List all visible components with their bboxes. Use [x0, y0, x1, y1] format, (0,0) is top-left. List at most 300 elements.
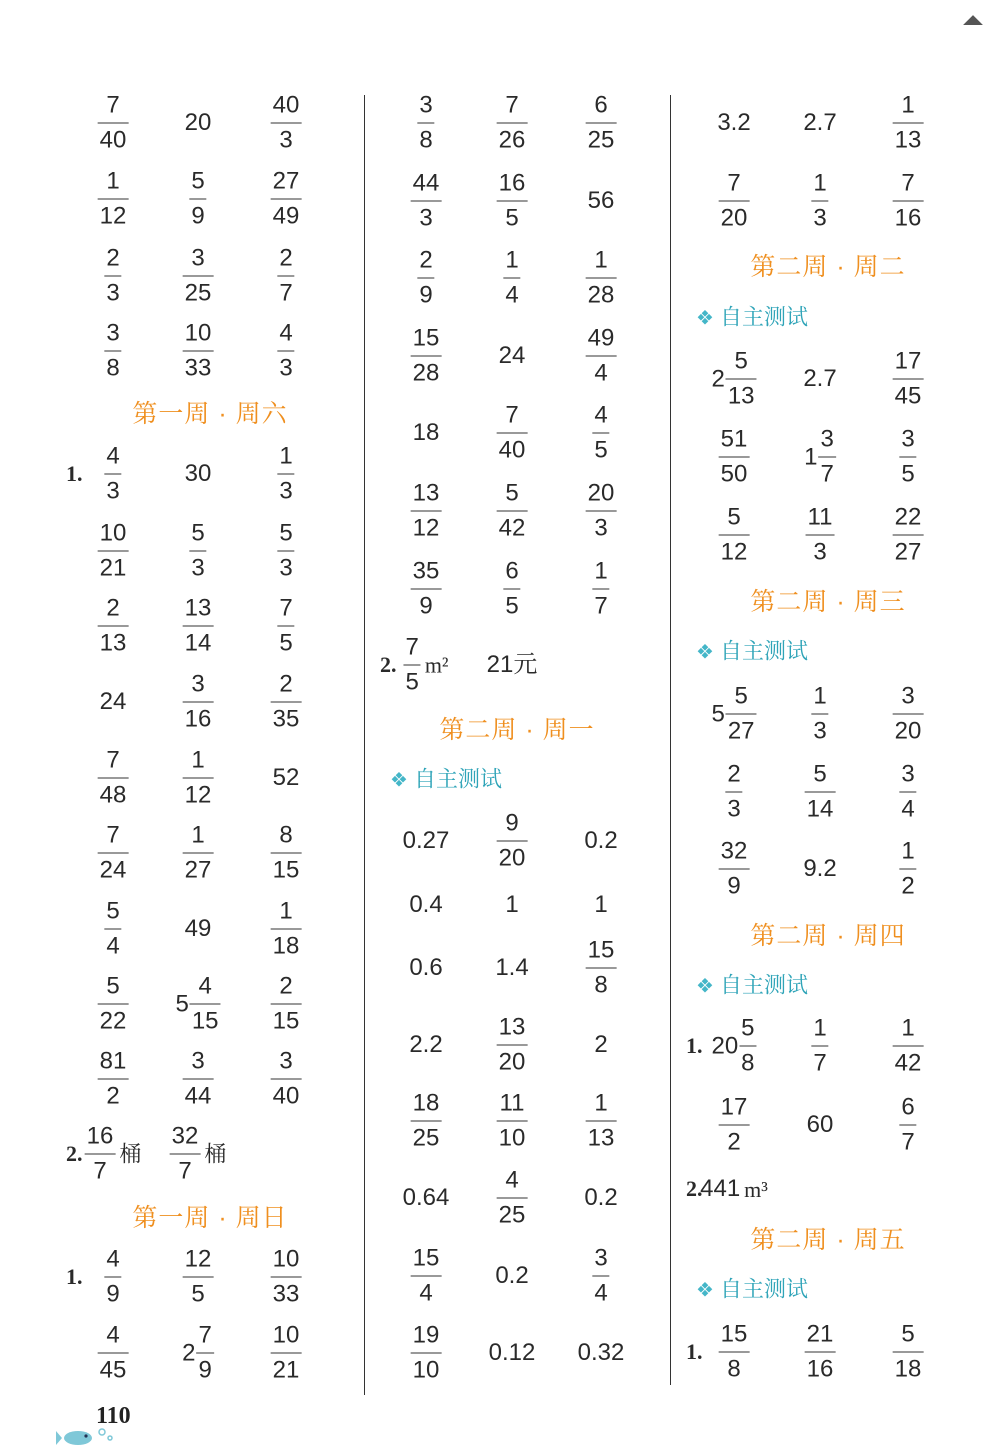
fraction-numerator: 7: [505, 401, 519, 429]
answer-item: [711, 1014, 756, 1079]
fraction-bar: [586, 968, 617, 969]
fraction: [592, 1244, 609, 1309]
answer-value: 1.4: [495, 954, 529, 981]
answer-item: [725, 760, 742, 825]
answer-item: [586, 936, 617, 1001]
fraction-numerator: 1: [901, 837, 915, 865]
fraction-numerator: 7: [106, 821, 120, 849]
fraction-numerator: 1: [813, 1014, 827, 1042]
fraction: [899, 837, 916, 902]
fraction: [403, 633, 420, 698]
fraction-numerator: 2: [279, 244, 293, 272]
fraction-denominator: 40: [272, 1082, 300, 1110]
fraction-bar: [726, 714, 757, 715]
fraction: [104, 1245, 121, 1310]
subheading-label: 自主测试: [719, 972, 808, 998]
fraction-numerator: 15: [412, 324, 440, 352]
fraction-bar: [592, 589, 609, 590]
fraction-denominator: 3: [106, 477, 120, 505]
fraction-bar: [417, 123, 434, 124]
answer-item: [417, 246, 434, 311]
fraction: [586, 936, 617, 1001]
fraction-numerator: 4: [106, 1245, 120, 1273]
fraction: [811, 1014, 828, 1079]
fraction-bar: [411, 1276, 442, 1277]
answer-item: [899, 425, 916, 490]
fraction-bar: [497, 123, 528, 124]
fraction-bar: [183, 276, 214, 277]
fraction-numerator: 5: [106, 897, 120, 925]
answer-item: [98, 1047, 129, 1112]
answer-item: [588, 189, 615, 213]
answer-value: 52: [272, 764, 300, 791]
fraction: [183, 594, 214, 659]
fraction-bar: [183, 702, 214, 703]
fraction: [497, 1089, 528, 1154]
fraction-denominator: 18: [894, 1355, 922, 1383]
fraction: [271, 1321, 302, 1386]
fraction-denominator: 18: [272, 932, 300, 960]
fraction-bar: [183, 1079, 214, 1080]
answer-item: [189, 167, 206, 232]
fraction-numerator: 5: [191, 167, 205, 195]
answer-item: [98, 519, 129, 584]
fraction: [411, 324, 442, 389]
fraction-numerator: 3: [191, 1047, 205, 1075]
answer-item: [495, 1264, 528, 1288]
answer-item: [586, 91, 617, 156]
section-heading: 第二周 · 周五: [750, 1226, 906, 1254]
answer-item: [578, 1341, 625, 1365]
fraction-bar: [806, 535, 835, 536]
fraction-denominator: 25: [587, 126, 615, 154]
answer-item: [271, 1245, 302, 1310]
fraction-bar: [183, 351, 214, 352]
fraction-numerator: 21: [806, 1320, 834, 1348]
fraction-denominator: 40: [498, 436, 526, 464]
fraction-bar: [497, 1121, 528, 1122]
fraction: [811, 682, 828, 747]
fraction-numerator: 13: [498, 1013, 526, 1041]
fraction-numerator: 6: [901, 1093, 915, 1121]
fraction-numerator: 13: [412, 479, 440, 507]
fraction-numerator: 3: [901, 760, 915, 788]
answer-item: [411, 1244, 442, 1309]
answer-item: [409, 956, 442, 980]
fraction-bar: [98, 853, 129, 854]
fraction-bar: [170, 1154, 201, 1155]
answer-item: [175, 972, 220, 1037]
fraction-denominator: 21: [99, 554, 127, 582]
fraction-numerator: 3: [419, 91, 433, 119]
fraction: [719, 503, 750, 568]
fraction: [726, 682, 757, 747]
answer-item: [185, 462, 212, 486]
fraction: [805, 1320, 836, 1385]
fraction-denominator: 25: [498, 1201, 526, 1229]
fraction-numerator: 5: [505, 479, 519, 507]
fraction-denominator: 42: [894, 1049, 922, 1077]
fraction-numerator: 2: [106, 244, 120, 272]
fraction-denominator: 48: [99, 781, 127, 809]
answer-value: 0.27: [402, 827, 450, 854]
fraction-bar: [98, 123, 129, 124]
answer-item: [807, 1113, 834, 1137]
fraction-bar: [811, 1046, 828, 1047]
fraction-bar: [899, 457, 916, 458]
fraction-denominator: 13: [894, 126, 922, 154]
fraction-numerator: 7: [106, 746, 120, 774]
answer-item: [182, 1321, 214, 1386]
fraction-numerator: 7: [901, 169, 915, 197]
section-heading: 第二周 · 周四: [750, 922, 906, 950]
fraction-numerator: 1: [191, 746, 205, 774]
answer-item: [183, 821, 214, 886]
fraction-numerator: 6: [505, 557, 519, 585]
fraction-denominator: 35: [272, 705, 300, 733]
fraction-bar: [719, 201, 750, 202]
answer-item: [893, 682, 924, 747]
fraction-numerator: 35: [412, 557, 440, 585]
fraction-denominator: 21: [272, 1356, 300, 1384]
fraction-denominator: 27: [894, 538, 922, 566]
fraction: [586, 324, 617, 389]
fraction-denominator: 5: [405, 668, 419, 696]
fraction-denominator: 45: [99, 1356, 127, 1384]
answer-item: [806, 503, 835, 568]
answer-value: 56: [587, 187, 615, 214]
fraction-bar: [497, 841, 528, 842]
fraction-denominator: 10: [412, 1356, 440, 1384]
answer-item: [271, 1047, 302, 1112]
fraction-bar: [586, 123, 617, 124]
answer-value: 0.2: [495, 1262, 529, 1289]
fraction-numerator: 2: [727, 760, 741, 788]
fraction-denominator: 3: [106, 279, 120, 307]
fraction-numerator: 1: [505, 246, 519, 274]
fraction-bar: [719, 869, 750, 870]
fraction: [104, 442, 121, 507]
fraction-denominator: 16: [806, 1355, 834, 1383]
fraction-numerator: 7: [106, 91, 120, 119]
fraction-bar: [893, 123, 924, 124]
fraction-denominator: 13: [587, 1124, 615, 1152]
answer-item: [277, 519, 294, 584]
fraction-denominator: 2: [727, 1128, 741, 1156]
diamond-bullet-icon: ❖: [696, 975, 714, 998]
fraction-denominator: 45: [894, 382, 922, 410]
fraction-numerator: 1: [191, 821, 205, 849]
fraction: [726, 347, 757, 412]
answer-value: 0.32: [577, 1339, 625, 1366]
fraction-denominator: 20: [720, 204, 748, 232]
fraction-bar: [805, 1352, 836, 1353]
fraction-bar: [497, 511, 528, 512]
fraction: [411, 479, 442, 544]
answer-item: [277, 244, 294, 309]
answer-item: [411, 557, 442, 622]
fraction-bar: [98, 778, 129, 779]
answer-item: [717, 111, 750, 135]
fraction-denominator: 4: [505, 281, 519, 309]
answer-item: [803, 857, 836, 881]
fraction-denominator: 27: [727, 717, 755, 745]
fraction: [719, 425, 750, 490]
fraction-numerator: 1: [594, 1089, 608, 1117]
self-test-subheading: [696, 969, 808, 1000]
fraction: [98, 91, 129, 156]
fraction: [811, 169, 828, 234]
answer-item: [98, 746, 129, 811]
diamond-bullet-icon: ❖: [390, 769, 408, 792]
fraction-numerator: 15: [587, 936, 615, 964]
fraction: [719, 1320, 750, 1385]
fraction-numerator: 12: [184, 1245, 212, 1273]
fraction-bar: [411, 511, 442, 512]
fraction-numerator: 1: [594, 246, 608, 274]
fraction: [497, 1013, 528, 1078]
fraction: [893, 682, 924, 747]
fraction-bar: [277, 474, 294, 475]
fraction-denominator: 16: [184, 705, 212, 733]
fraction: [189, 519, 206, 584]
mixed-whole-part: 2: [182, 1339, 196, 1366]
fraction: [271, 897, 302, 962]
answer-unit: 桶: [119, 1141, 142, 1166]
answer-item: [584, 829, 617, 853]
fraction-denominator: 3: [813, 717, 827, 745]
fraction: [719, 1093, 750, 1158]
section-heading: 第二周 · 周一: [439, 716, 595, 744]
fraction-numerator: 5: [734, 682, 748, 710]
fraction-numerator: 4: [505, 1166, 519, 1194]
fraction: [719, 169, 750, 234]
answer-value: 30: [184, 460, 212, 487]
answer-item: [183, 746, 214, 811]
fraction: [104, 319, 121, 384]
answer-item: [403, 829, 450, 853]
question-number: 1.: [686, 1033, 703, 1058]
fraction: [411, 169, 442, 234]
fraction-bar: [417, 278, 434, 279]
answer-item: [417, 91, 434, 156]
fraction-bar: [104, 474, 121, 475]
fraction-bar: [497, 1045, 528, 1046]
fraction-bar: [592, 433, 609, 434]
fraction-denominator: 3: [419, 204, 433, 232]
fraction-denominator: 3: [813, 538, 827, 566]
fraction-denominator: 5: [279, 629, 293, 657]
mixed-whole-part: 5: [175, 990, 189, 1017]
fraction-bar: [183, 853, 214, 854]
fraction-bar: [497, 201, 528, 202]
answer-item: [893, 1320, 924, 1385]
fraction-denominator: 9: [419, 592, 433, 620]
fraction-numerator: 17: [720, 1093, 748, 1121]
answer-item: [586, 479, 617, 544]
fraction-denominator: 14: [184, 629, 212, 657]
answer-item: [277, 594, 294, 659]
fraction-bar: [586, 278, 617, 279]
answer-item: [409, 1033, 442, 1057]
fraction-denominator: 42: [498, 514, 526, 542]
fraction-numerator: 7: [198, 1321, 212, 1349]
fraction: [411, 557, 442, 622]
fraction: [190, 972, 221, 1037]
answer-item: [271, 670, 302, 735]
fraction-bar: [271, 1004, 302, 1005]
fraction-denominator: 5: [505, 204, 519, 232]
answer-item: [273, 766, 300, 790]
fraction-denominator: 9: [727, 872, 741, 900]
answer-item: [586, 1089, 617, 1154]
fraction-denominator: 2: [901, 872, 915, 900]
answer-item: [98, 167, 129, 232]
fraction-numerator: 5: [727, 503, 741, 531]
answer-item: [104, 897, 121, 962]
fraction-bar: [411, 589, 442, 590]
fraction: [271, 167, 302, 232]
fraction-numerator: 17: [894, 347, 922, 375]
fraction-denominator: 13: [727, 382, 755, 410]
fraction-numerator: 7: [505, 91, 519, 119]
fraction: [183, 244, 214, 309]
fraction: [805, 760, 836, 825]
answer-item: [497, 479, 528, 544]
self-test-subheading: [696, 1273, 808, 1304]
fraction-bar: [104, 929, 121, 930]
fraction-bar: [893, 1352, 924, 1353]
self-test-subheading: [696, 635, 808, 666]
fraction: [277, 594, 294, 659]
fraction-denominator: 4: [901, 795, 915, 823]
fraction: [98, 972, 129, 1037]
question-number: 2.: [380, 652, 397, 677]
fraction-bar: [805, 792, 836, 793]
answer-item: [719, 169, 750, 234]
fraction-bar: [183, 778, 214, 779]
answer-item: [497, 1013, 528, 1078]
fraction-numerator: 18: [412, 1089, 440, 1117]
fraction-bar: [271, 929, 302, 930]
fraction: [271, 972, 302, 1037]
fraction-denominator: 7: [594, 592, 608, 620]
fraction-numerator: 3: [279, 1047, 293, 1075]
fraction-bar: [739, 1046, 756, 1047]
fraction: [277, 319, 294, 384]
fraction-numerator: 19: [412, 1321, 440, 1349]
fraction: [893, 91, 924, 156]
answer-item: [104, 319, 121, 384]
answer-value: 60: [806, 1111, 834, 1138]
section-heading: 第二周 · 周三: [750, 588, 906, 616]
fraction: [893, 1320, 924, 1385]
fraction-numerator: 44: [412, 169, 440, 197]
answer-value: 0.6: [409, 954, 443, 981]
self-test-subheading: [390, 763, 502, 794]
fraction-bar: [98, 199, 129, 200]
fraction-numerator: 1: [813, 169, 827, 197]
fraction: [183, 1245, 214, 1310]
subheading-label: 自主测试: [719, 304, 808, 330]
fraction-bar: [98, 1353, 129, 1354]
fraction: [271, 91, 302, 156]
fraction: [497, 401, 528, 466]
fraction-numerator: 13: [184, 594, 212, 622]
diamond-bullet-icon: ❖: [696, 307, 714, 330]
fraction: [893, 503, 924, 568]
fraction-denominator: 25: [412, 1124, 440, 1152]
fraction-numerator: 81: [99, 1047, 127, 1075]
subheading-label: 自主测试: [719, 1276, 808, 1302]
answer-item: [411, 479, 442, 544]
answer-value: 3.2: [717, 109, 751, 136]
fraction-bar: [893, 714, 924, 715]
fraction-bar: [503, 589, 520, 590]
fraction-numerator: 27: [272, 167, 300, 195]
fraction-bar: [497, 1198, 528, 1199]
fraction-bar: [277, 551, 294, 552]
subheading-label: 自主测试: [719, 638, 808, 664]
answer-item: [499, 344, 526, 368]
answer-item: [183, 1245, 214, 1310]
fraction: [819, 425, 836, 490]
fraction-denominator: 8: [419, 126, 433, 154]
fraction-denominator: 12: [99, 202, 127, 230]
answer-item: [98, 594, 129, 659]
answer-item: [277, 442, 294, 507]
fraction-denominator: 3: [279, 126, 293, 154]
fraction-denominator: 2: [106, 1082, 120, 1110]
fraction-bar: [586, 1121, 617, 1122]
answer-item: [104, 1245, 121, 1310]
answer-item: [411, 1321, 442, 1386]
self-test-subheading: [696, 301, 808, 332]
answer-item: [899, 837, 916, 902]
answer-item: [711, 347, 756, 412]
fraction-numerator: 1: [901, 91, 915, 119]
fraction: [85, 1122, 116, 1187]
fraction: [183, 670, 214, 735]
fraction-numerator: 7: [727, 169, 741, 197]
fraction: [893, 1014, 924, 1079]
fraction-numerator: 1: [106, 167, 120, 195]
fraction: [586, 1089, 617, 1154]
answer-item: [584, 1186, 617, 1210]
fraction-denominator: 9: [191, 202, 205, 230]
answer-column-1: [60, 0, 360, 1451]
fraction-numerator: 9: [505, 809, 519, 837]
fraction-bar: [719, 1352, 750, 1353]
fraction-numerator: 5: [813, 760, 827, 788]
section-heading: 第二周 · 周二: [750, 253, 906, 281]
fraction-bar: [411, 1353, 442, 1354]
answer-item: [592, 557, 609, 622]
fraction: [98, 1321, 129, 1386]
fraction-denominator: 8: [594, 971, 608, 999]
fraction-numerator: 2: [279, 670, 293, 698]
column-divider: [670, 95, 671, 1385]
fraction-denominator: 9: [106, 1280, 120, 1308]
answer-item: [403, 633, 448, 698]
answer-item: [899, 760, 916, 825]
fraction-bar: [893, 201, 924, 202]
fraction-denominator: 13: [99, 629, 127, 657]
answer-unit: m²: [424, 652, 449, 677]
fraction: [893, 169, 924, 234]
fraction-numerator: 16: [498, 169, 526, 197]
fraction-numerator: 2: [419, 246, 433, 274]
